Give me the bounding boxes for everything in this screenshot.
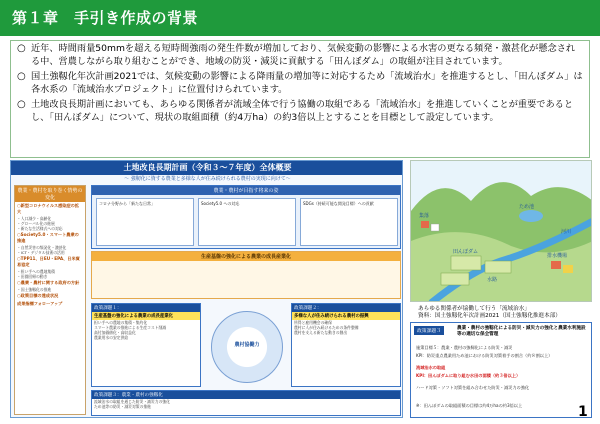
bullet-item — [17, 43, 583, 68]
policy-line: ため池等の防災・減災対策の推進 — [94, 404, 151, 409]
growth-banner-header: 生産基盤の強化による農業の成長産業化 — [92, 252, 400, 261]
situation-section: ○農業・農村に関する政府の方針 — [17, 280, 80, 285]
situation-column — [14, 185, 86, 415]
policy-box-line: ハード対策・ソフト対策を組み合わせた防災・減災力の強化 — [416, 385, 530, 390]
situation-section: ○新型コロナウイルス感染症の拡大 — [17, 203, 80, 214]
situation-line: ・自然災害の頻発化・激甚化 — [17, 245, 67, 250]
growth-banner — [91, 251, 401, 299]
bullet-text: 国土強靱化年次計画2021では、気候変動の影響による降雨量の増加等に対応するため「流域治水」を推進するとし、「田んぼダム」は各水系の「流域治水プロジェクト」に位置付けられています。 — [31, 71, 583, 95]
bullet-mark: ○ — [17, 71, 26, 83]
policy-line: 農村に人が住み続けるための条件整備 — [294, 325, 359, 330]
bullet-item — [17, 99, 583, 124]
landscape-caption: あらゆる関係者が協働して行う「流域治水」 — [418, 306, 530, 312]
situation-line: ・新たな生活様式への対応 — [17, 226, 63, 231]
situation-line: ・担い手への農地集積 — [17, 269, 55, 274]
policy-box-note: ※：田んぼダムの取組面積の目標は約4万haの約3倍以上 — [416, 403, 523, 408]
future-goal-panel — [91, 185, 401, 249]
bullet-text: 土地改良長期計画においても、あらゆる関係者が流域全体で行う協働の取組である「流域治水」を推進していくことが重要であるとし、「田んぼダム」について、現状の取組面積（約4万ha）の約3倍以上とすることを目標として設定しています。 — [31, 99, 574, 123]
situation-line: ・田園回帰の動き — [17, 274, 48, 279]
bullet-text: 近年、時間雨量50mmを超える短時間強雨の発生件数が増加しており、気候変動の影響による水害の更なる頻発・激甚化が懸念される中、営農しながら取り組むことができ、地域の防災・減災に貢献する「田んぼダム」の取組が注目されています。 — [31, 43, 576, 67]
situation-section: ○政策目標の達成状況 — [17, 293, 59, 298]
goal-box: SDGs（持続可能な開発目標）への貢献 — [300, 198, 398, 246]
summary-bullet-box — [10, 40, 590, 158]
goal-box: コロナ分野から「新たな日常」 — [96, 198, 194, 246]
chapter-header — [0, 0, 600, 36]
landscape-svg — [411, 161, 592, 302]
resilience-policy-box — [410, 322, 592, 418]
diagram-subtitle: ～ 強靭化に資する農業と多様な人が住み続けられる農村の実現に向けて～ — [124, 176, 291, 182]
goal-box: Society5.0 への対応 — [198, 198, 296, 246]
policy-tag: 政策課題３：農業・農村の強靱化 — [92, 391, 400, 399]
situation-section: 成果指標フォローアップ — [17, 301, 63, 306]
landscape-label: 水路 — [487, 277, 498, 283]
landscape-label: 集落 — [419, 213, 430, 219]
page-number: 1 — [578, 404, 588, 420]
situation-line: ・ICT・デジタル技術の活用 — [17, 250, 65, 255]
bullet-mark: ○ — [17, 43, 26, 54]
diagram-title: 土地改良長期計画（令和３～７年度）全体概要 — [11, 161, 403, 175]
situation-line: ・国土強靱化の推進 — [17, 287, 52, 292]
policy-box-line: KPI：防災重点農業用ため池における防災対策着手の割合（約８割以上） — [416, 353, 553, 358]
situation-line: ・人口減少・高齢化 — [17, 216, 52, 221]
policy-box-line: 施策目標５：農業・農村の強靱化による防災・減災 — [416, 345, 513, 350]
policy-tag: 政策課題１： — [92, 304, 200, 312]
situation-header: 農業・農村を取り巻く情勢の変化 — [15, 186, 85, 202]
policy-line: 担い手への農地の集積・集約化 — [94, 320, 148, 325]
policy-line: 農村を支える新たな動きの創出 — [294, 330, 348, 335]
future-goal-header: 農業・農村が目指す将来の姿 — [92, 186, 400, 195]
policy-issue-1 — [91, 303, 201, 387]
situation-section: ○Society5.0・スマート農業の推進 — [17, 232, 79, 243]
policy-line: 農業用水の安定供給 — [94, 335, 129, 340]
policy-issue-2 — [291, 303, 401, 387]
cooperation-label: 農村協働力 — [234, 342, 260, 348]
policy-line: 流域治水の取組を通じた防災・減災力の強化 — [94, 399, 170, 404]
policy-box-tag: 政策課題３ — [414, 326, 444, 335]
policy-line: スマート農業の推進による生産コスト削減 — [94, 325, 167, 330]
policy-box-line: KPI：田んぼダムに取り組む水田の面積（約３倍以上） — [416, 373, 521, 378]
policy-title: 生産基盤の強化による農業の成長産業化 — [92, 312, 200, 320]
policy-line: 高付加価値化・高収益化 — [94, 330, 136, 335]
long-term-plan-diagram — [10, 160, 403, 418]
chapter-title: 第１章 手引き作成の背景 — [12, 9, 199, 27]
policy-box-line: 流域治水の取組 — [416, 365, 446, 370]
landscape-label: 田んぼダム — [453, 249, 479, 255]
landscape-label: ため池 — [519, 204, 535, 210]
bullet-mark: ○ — [17, 99, 26, 111]
policy-title: 多様な人が住み続けられる農村の振興 — [292, 312, 400, 320]
policy-tag: 政策課題２： — [292, 304, 400, 312]
watershed-illustration — [410, 160, 592, 302]
policy-issue-3 — [91, 390, 401, 416]
landscape-label: 排水機場 — [547, 253, 568, 259]
situation-section: ○TPP11、日EU・EPA、日米貿易協定 — [17, 256, 80, 267]
bullet-item — [17, 71, 583, 96]
policy-line: 所得と雇用機会の確保 — [294, 320, 332, 325]
landscape-source: 資料：国土強靱化年次計画2021（国土強靱化推進本部） — [418, 313, 561, 319]
landscape-label: 河川 — [561, 229, 572, 235]
policy-box-head: 農業・農村の強靱化による防災・減災力の強化と農業水利施設等の適切な保全管理 — [457, 326, 586, 337]
situation-line: ・グローバル化の進展 — [17, 221, 55, 226]
